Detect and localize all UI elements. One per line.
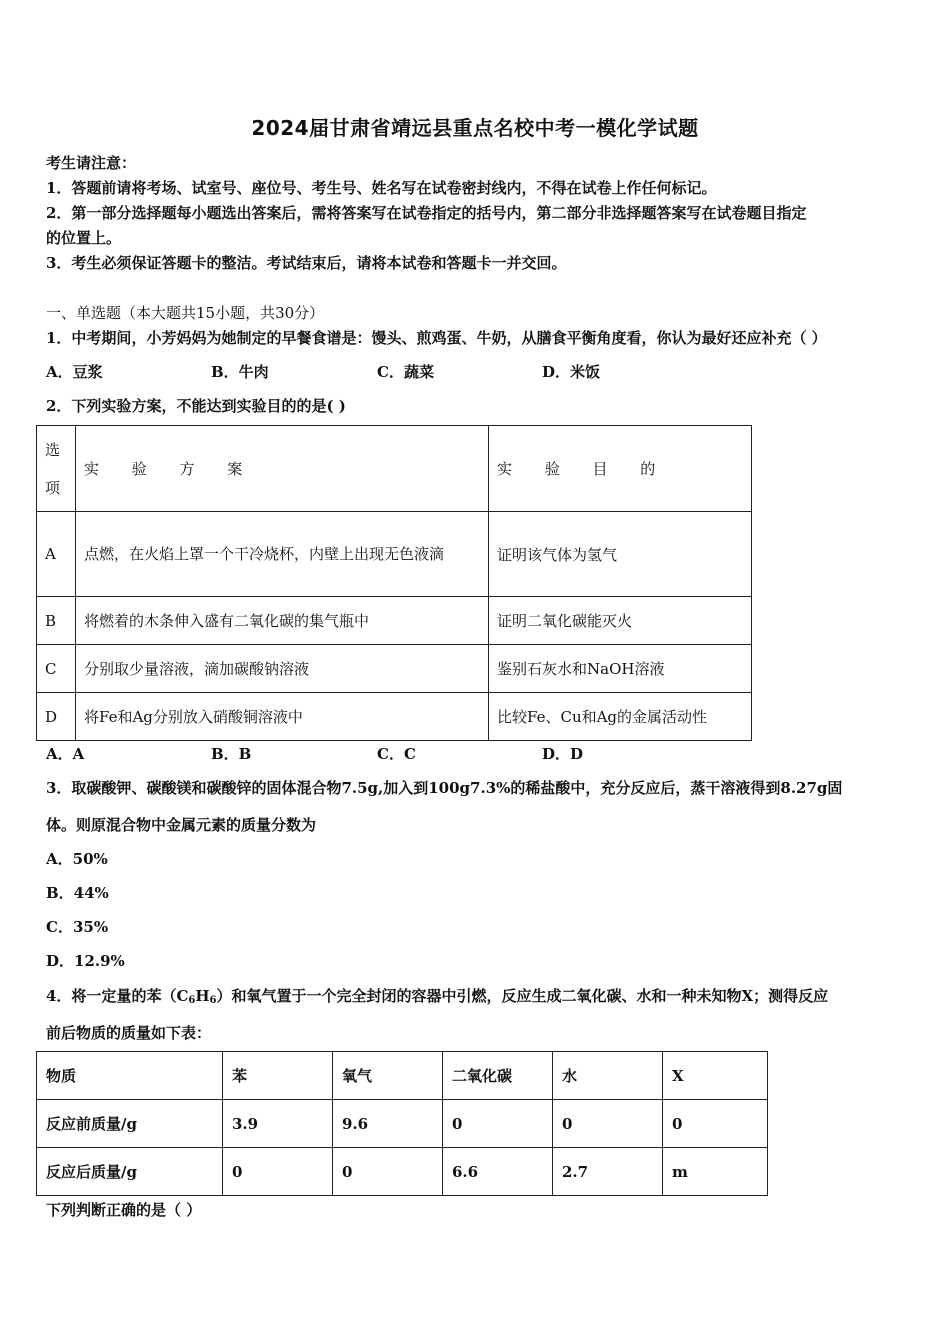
cell: 3.9 <box>223 1100 333 1148</box>
q1-option-b: B．牛肉 <box>211 363 269 381</box>
cell: 0 <box>223 1148 333 1196</box>
cell: 0 <box>333 1148 443 1196</box>
q2-option-d: D．D <box>542 745 584 763</box>
header-cell: 物质 <box>37 1052 223 1100</box>
q4-stem-part: H <box>195 987 210 1005</box>
q3-option-c: C．35% <box>46 918 109 936</box>
notice-item: 的位置上。 <box>46 229 122 247</box>
subscript: 6 <box>209 995 217 1006</box>
notice-item: 2．第一部分选择题每小题选出答案后，需将答案写在试卷指定的括号内，第二部分非选择题答案写在试卷题目指定 <box>46 204 807 222</box>
question-3-stem: 3．取碳酸钾、碳酸镁和碳酸锌的固体混合物7.5g,加入到100g7.3%的稀盐酸中，充分反应后，蒸干溶液得到8.27g固 <box>46 779 843 797</box>
cell: 6.6 <box>443 1148 553 1196</box>
q3-option-d: D．12.9% <box>46 952 125 970</box>
row-option: B <box>37 597 76 645</box>
q1-option-a: A．豆浆 <box>46 363 103 381</box>
header-cell: 氧气 <box>333 1052 443 1100</box>
notice-item: 1．答题前请将考场、试室号、座位号、考生号、姓名写在试卷密封线内，不得在试卷上作任何标记。 <box>46 179 717 197</box>
q2-option-a: A．A <box>46 745 85 763</box>
row-goal: 鉴别石灰水和NaOH溶液 <box>489 645 752 693</box>
cell: 反应后质量/g <box>37 1148 223 1196</box>
notice-heading: 考生请注意： <box>46 154 137 172</box>
notice-item: 3．考生必须保证答题卡的整洁。考试结束后，请将本试卷和答题卡一并交回。 <box>46 254 567 272</box>
section-heading: 一、单选题（本大题共15小题，共30分） <box>46 304 325 322</box>
row-plan: 分别取少量溶液，滴加碳酸钠溶液 <box>76 645 489 693</box>
page-title: 2024届甘肃省靖远县重点名校中考一模化学试题 <box>251 116 699 140</box>
table-row <box>37 693 752 741</box>
header-plan: 实 验 方 案 <box>76 426 489 512</box>
question-4-stem <box>46 985 828 1006</box>
header-cell: 苯 <box>223 1052 333 1100</box>
question-2-stem: 2．下列实验方案，不能达到实验目的的是( ) <box>46 397 346 415</box>
mass-table <box>36 1051 768 1196</box>
question-1-stem: 1．中考期间，小芳妈妈为她制定的早餐食谱是：馒头、煎鸡蛋、牛奶，从膳食平衡角度看，你认为最好还应补充（ ） <box>46 329 827 347</box>
table-row <box>37 597 752 645</box>
table-header-row <box>37 426 752 512</box>
question-4-prompt: 下列判断正确的是（ ） <box>46 1201 202 1219</box>
q1-option-c: C．蔬菜 <box>377 363 434 381</box>
header-cell: X <box>663 1052 768 1100</box>
table-header-row <box>37 1052 768 1100</box>
subscript: 6 <box>188 995 196 1006</box>
table-row <box>37 645 752 693</box>
q3-option-b: B．44% <box>46 884 109 902</box>
q3-option-a: A．50% <box>46 850 108 868</box>
row-plan: 将燃着的木条伸入盛有二氧化碳的集气瓶中 <box>76 597 489 645</box>
header-cell: 二氧化碳 <box>443 1052 553 1100</box>
row-goal: 比较Fe、Cu和Ag的金属活动性 <box>489 693 752 741</box>
q2-option-c: C．C <box>377 745 416 763</box>
cell: 0 <box>553 1100 663 1148</box>
q1-option-d: D．米饭 <box>542 363 601 381</box>
header-goal: 实 验 目 的 <box>489 426 752 512</box>
cell: 0 <box>663 1100 768 1148</box>
question-3-stem-cont: 体。则原混合物中金属元素的质量分数为 <box>46 816 317 834</box>
row-goal: 证明该气体为氢气 <box>489 512 752 597</box>
table-row <box>37 1148 768 1196</box>
cell: 9.6 <box>333 1100 443 1148</box>
header-cell: 水 <box>553 1052 663 1100</box>
cell: m <box>663 1148 768 1196</box>
cell: 2.7 <box>553 1148 663 1196</box>
q4-stem-part: 4．将一定量的苯（C <box>46 987 189 1005</box>
q4-stem-part: ）和氧气置于一个完全封闭的容器中引燃，反应生成二氧化碳、水和一种未知物X；测得反应 <box>216 987 829 1005</box>
table-row <box>37 1100 768 1148</box>
row-goal: 证明二氧化碳能灭火 <box>489 597 752 645</box>
table-row <box>37 512 752 597</box>
row-option: C <box>37 645 76 693</box>
q2-option-b: B．B <box>211 745 252 763</box>
cell: 0 <box>443 1100 553 1148</box>
row-plan: 点燃，在火焰上罩一个干冷烧杯，内壁上出现无色液滴 <box>76 512 489 597</box>
row-option: A <box>37 512 76 597</box>
header-option: 选项 <box>37 426 76 512</box>
cell: 反应前质量/g <box>37 1100 223 1148</box>
row-plan: 将Fe和Ag分别放入硝酸铜溶液中 <box>76 693 489 741</box>
row-option: D <box>37 693 76 741</box>
experiment-table <box>36 425 752 741</box>
question-4-stem-cont: 前后物质的质量如下表： <box>46 1024 212 1042</box>
